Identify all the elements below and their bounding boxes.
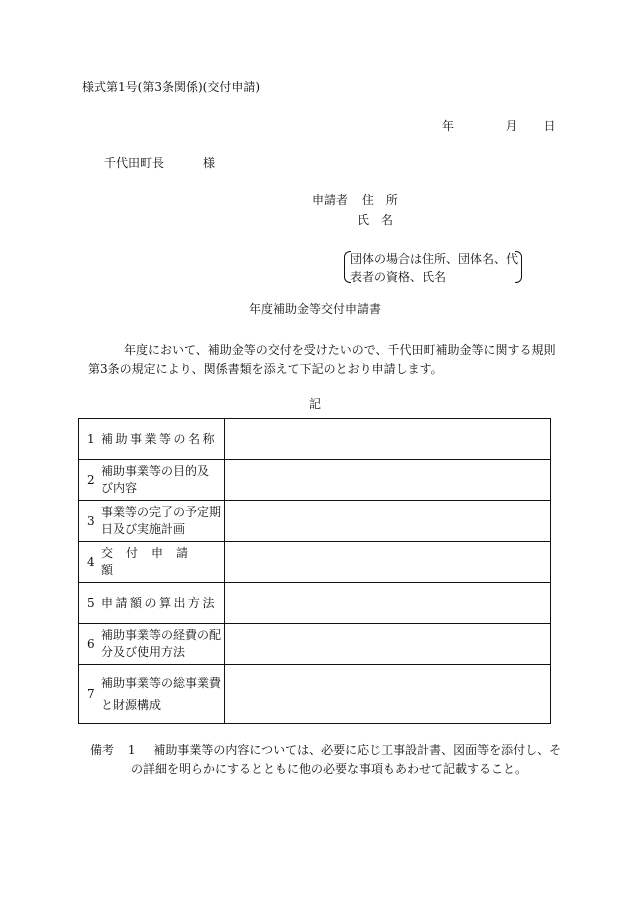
document-title: 年度補助金等交付申請書 (248, 302, 381, 316)
item-value[interactable] (225, 460, 551, 501)
item-label: 補助事業等の総事業費と財源構成 (101, 676, 222, 712)
item-label: 交付申請額 (101, 546, 202, 577)
applicant-name-row (357, 214, 393, 226)
item-number: 5 (87, 596, 95, 610)
note-line-1: 団体の場合は住所、団体名、代 (350, 252, 519, 266)
item-number: 7 (87, 687, 95, 701)
applicant-address-row (312, 194, 398, 206)
ki-heading: 記 (308, 397, 321, 411)
item-value[interactable] (225, 501, 551, 542)
item-number: 1 (87, 432, 95, 446)
table-row (79, 665, 551, 724)
item-number: 4 (87, 555, 95, 569)
item-number: 3 (87, 514, 95, 528)
item-number: 2 (87, 473, 95, 487)
form-number: 様式第1号(第3条関係)(交付申請) (82, 80, 260, 94)
addressee-name: 千代田町長 (104, 156, 165, 170)
honorific: 様 (203, 156, 216, 170)
body-line-2: 第3条の規定により、関係書類を添えて下記のとおり申請します。 (88, 362, 443, 376)
table-row (79, 542, 551, 583)
item-value[interactable] (225, 624, 551, 665)
day-label: 日 (543, 119, 556, 133)
name-label: 氏 名 (357, 213, 394, 227)
body-line-1: 年度において、補助金等の交付を受けたいので、千代田町補助金等に関する規則 (124, 343, 556, 357)
item-value[interactable] (225, 419, 551, 460)
table-row (79, 501, 551, 542)
body-paragraph (88, 341, 558, 379)
address-label: 住 所 (361, 193, 398, 207)
table-row (79, 624, 551, 665)
items-table (78, 418, 551, 724)
item-value[interactable] (225, 665, 551, 724)
note-line-2: 表者の資格、氏名 (350, 270, 447, 284)
date-line (442, 120, 556, 132)
item-label: 申請額の算出方法 (101, 595, 218, 610)
item-value[interactable] (225, 583, 551, 624)
table-row (79, 419, 551, 460)
year-label: 年 (442, 119, 455, 133)
remarks (90, 741, 561, 779)
addressee (104, 157, 215, 169)
item-label: 補助事業等の目的及び内容 (101, 464, 210, 495)
applicant-group-note (346, 250, 520, 284)
month-label: 月 (505, 119, 518, 133)
remarks-line-1: 補助事業等の内容については、必要に応じ工事設計書、図面等を添付し、そ (153, 743, 562, 757)
remarks-label: 備考 (90, 743, 115, 757)
applicant-label: 申請者 (312, 193, 349, 207)
item-label: 補助事業等の名称 (101, 431, 218, 446)
table-row (79, 460, 551, 501)
table-row (79, 583, 551, 624)
remarks-line-2: の詳細を明らかにするとともに他の必要な事項もあわせて記載すること。 (131, 762, 528, 776)
item-number: 6 (87, 637, 95, 651)
item-value[interactable] (225, 542, 551, 583)
item-label: 補助事業等の経費の配分及び使用方法 (101, 628, 222, 659)
item-label: 事業等の完了の予定期日及び実施計画 (101, 505, 222, 536)
remarks-number: 1 (127, 743, 136, 757)
